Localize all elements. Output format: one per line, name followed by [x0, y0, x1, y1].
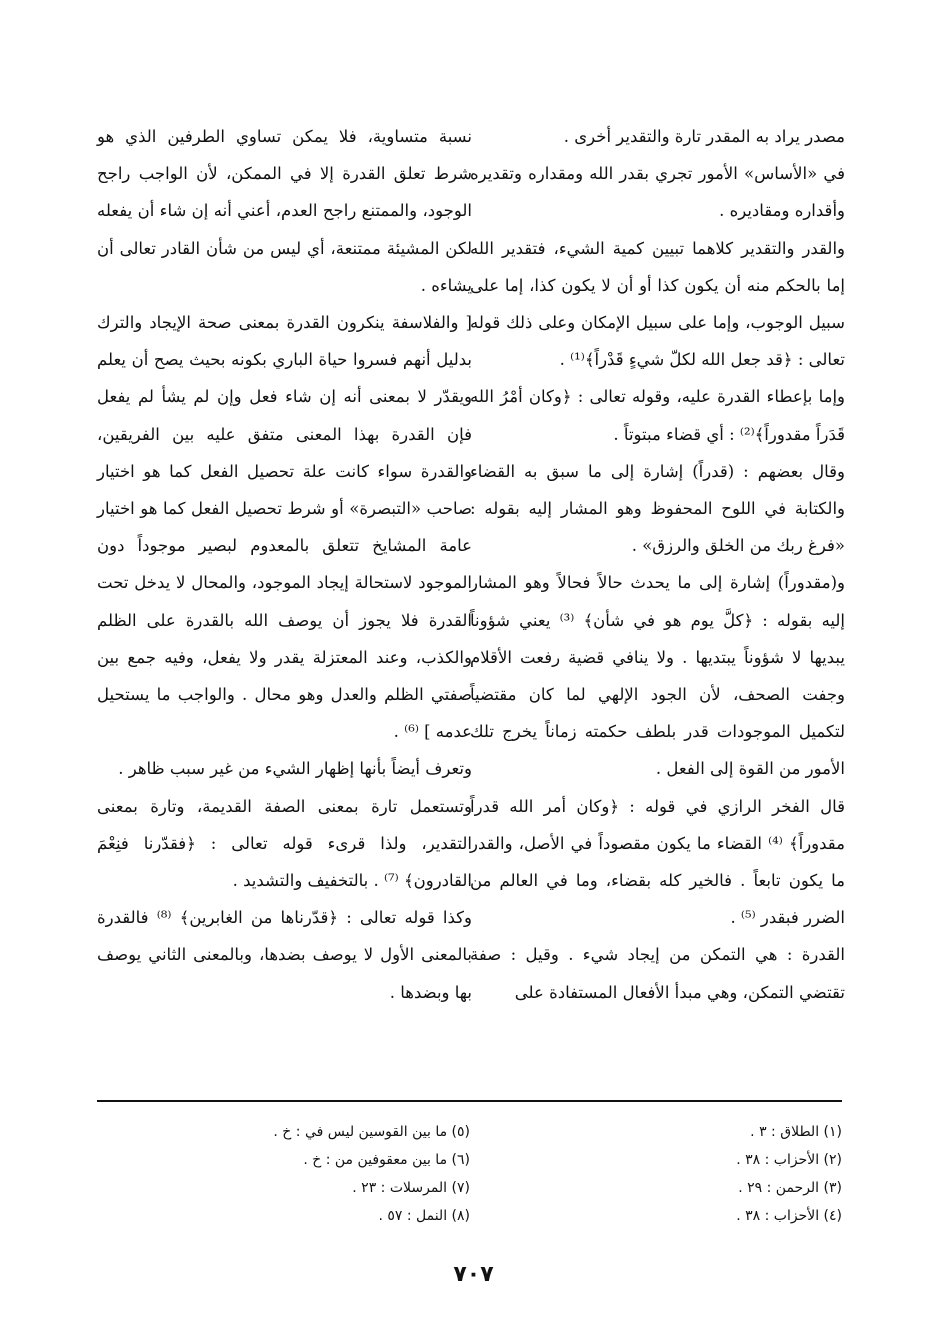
paragraph: وقال بعضهم : (قدراً) إشارة إلى ما سبق به القضاء والكتابة في اللوح المحفوظ وهو المشار إليه بقوله : «فرغ ربك من الخلق والرزق» .	[470, 461, 845, 556]
footnote: (٨) النمل : ٥٧ .	[378, 1208, 470, 1224]
paragraph: [ والفلاسفة ينكرون القدرة بمعنى صحة الإيجاد والترك بدليل أنهم فسروا حياة الباري بكونه بحيث يصح أن يعلم ويقدّر لا بمعنى أنه إن شاء فعل وإن لم يشأ لم يفعل فإن القدرة بهذا المعنى متفق عليه بين الفريقين، والقدرة سواء كانت علة تحصيل الفعل كما هو اختيار صاحب «التبصرة» أو شرط تحصيل الفعل كما هو اختيار عامة المشايخ تتعلق بالمعدوم لبصير موجوداً دون الموجود لاستحالة إيجاد الموجود، والمحال لا يدخل تحت القدرة فلا يجوز أن يوصف الله بالقدرة على الظلم والكذب، وعند المعتزلة يقدر ولا يفعل، وفيه جمع بين صفتي الظلم والعدل وهو محال . والواجب ما يستحيل عدمه ] ⁽⁶⁾ .	[97, 313, 472, 742]
paragraph: وتعرف أيضاً بأنها إظهار الشيء من غير سبب ظاهر .	[118, 759, 472, 779]
paragraph: وتستعمل تارة بمعنى الصفة القديمة، وتارة بمعنى التقدير، ولذا قرىء قوله تعالى : ﴿فقدّرنا فنِعْمَ القادرون﴾ ⁽⁷⁾ . بالتخفيف والتشديد .	[97, 796, 472, 891]
paragraph: قال الفخر الرازي في قوله : ﴿وكان أمر الله قدراً مقدوراً﴾ ⁽⁴⁾ القضاء ما يكون مقصوداً في الأصل، والقدر ما يكون تابعاً . فالخير كله بقضاء، وما في العالم من الضرر فبقدر ⁽⁵⁾ .	[470, 796, 845, 928]
footnote: (١) الطلاق : ٣ .	[750, 1124, 842, 1140]
footnote-divider	[97, 1100, 842, 1102]
paragraph: وكذا قوله تعالى : ﴿قدّرناها من الغابرين﴾ ⁽⁸⁾ فالقدرة بالمعنى الأول لا يوصف بضدها، وبالمعنى الثاني يوصف بها وبضدها .	[97, 908, 472, 1002]
right-text-column	[470, 118, 845, 1011]
paragraph: و(مقدوراً) إشارة إلى ما يحدث حالاً فحالاً وهو المشار إليه بقوله : ﴿كلَّ يوم هو في شأن﴾ ⁽³⁾ يعني شؤوناً يبديها لا شؤوناً يبتديها . ولا ينافي قضية رفعت الأقلام وجفت الصحف، لأن الجود الإلهي لما كان مقتضياً لتكميل الموجودات قدر بلطف حكمته زماناً يخرج تلك الأمور من القوة إلى الفعل .	[470, 573, 846, 779]
footnote: (٢) الأحزاب : ٣٨ .	[736, 1152, 842, 1168]
page-number: ٧٠٧	[453, 1262, 494, 1287]
paragraph: في «الأساس» الأمور تجري بقدر الله ومقداره وتقديره وأقداره ومقاديره .	[470, 164, 845, 221]
paragraph: مصدر يراد به المقدر تارة والتقدير أخرى .	[563, 127, 845, 146]
footnote: (٦) ما بين معقوفين من : خ .	[303, 1152, 470, 1168]
footnotes-left	[150, 1118, 470, 1230]
left-text-column	[97, 118, 472, 1011]
footnotes-right	[522, 1118, 842, 1230]
paragraph: نسبة متساوية، فلا يمكن تساوي الطرفين الذي هو شرط تعلق القدرة إلا في الممكن، لأن الواجب راجح الوجود، والممتنع راجح العدم، أعني أنه إن شاء أن يفعله لكن المشيئة ممتنعة، أي ليس من شأن القادر تعالى أن يشاءه .	[97, 127, 472, 295]
footnote: (٧) المرسلات : ٢٣ .	[352, 1180, 470, 1196]
footnote: (٣) الرحمن : ٢٩ .	[738, 1180, 842, 1196]
paragraph: والقدر والتقدير كلاهما تبيين كمية الشيء، فتقدير الله إما بالحكم منه أن يكون كذا أو أن لا يكون كذا، إما على سبيل الوجوب، وإما على سبيل الإمكان وعلى ذلك قوله تعالى : ﴿قد جعل الله لكلّ شيءٍ قَدْراً﴾⁽¹⁾ .	[470, 238, 845, 370]
footnote: (٤) الأحزاب : ٣٨ .	[736, 1208, 842, 1224]
paragraph: القدرة : هي التمكن من إيجاد شيء . وقيل : صفة تقتضي التمكن، وهي مبدأ الأفعال المستفادة على	[470, 945, 845, 1002]
paragraph: وإما بإعطاء القدرة عليه، وقوله تعالى : ﴿وكان أمْرُ الله قَدَراً مقدوراً﴾⁽²⁾ : أي قضاء مبتوتاً .	[470, 387, 845, 444]
footnote: (٥) ما بين القوسين ليس في : خ .	[273, 1124, 470, 1140]
